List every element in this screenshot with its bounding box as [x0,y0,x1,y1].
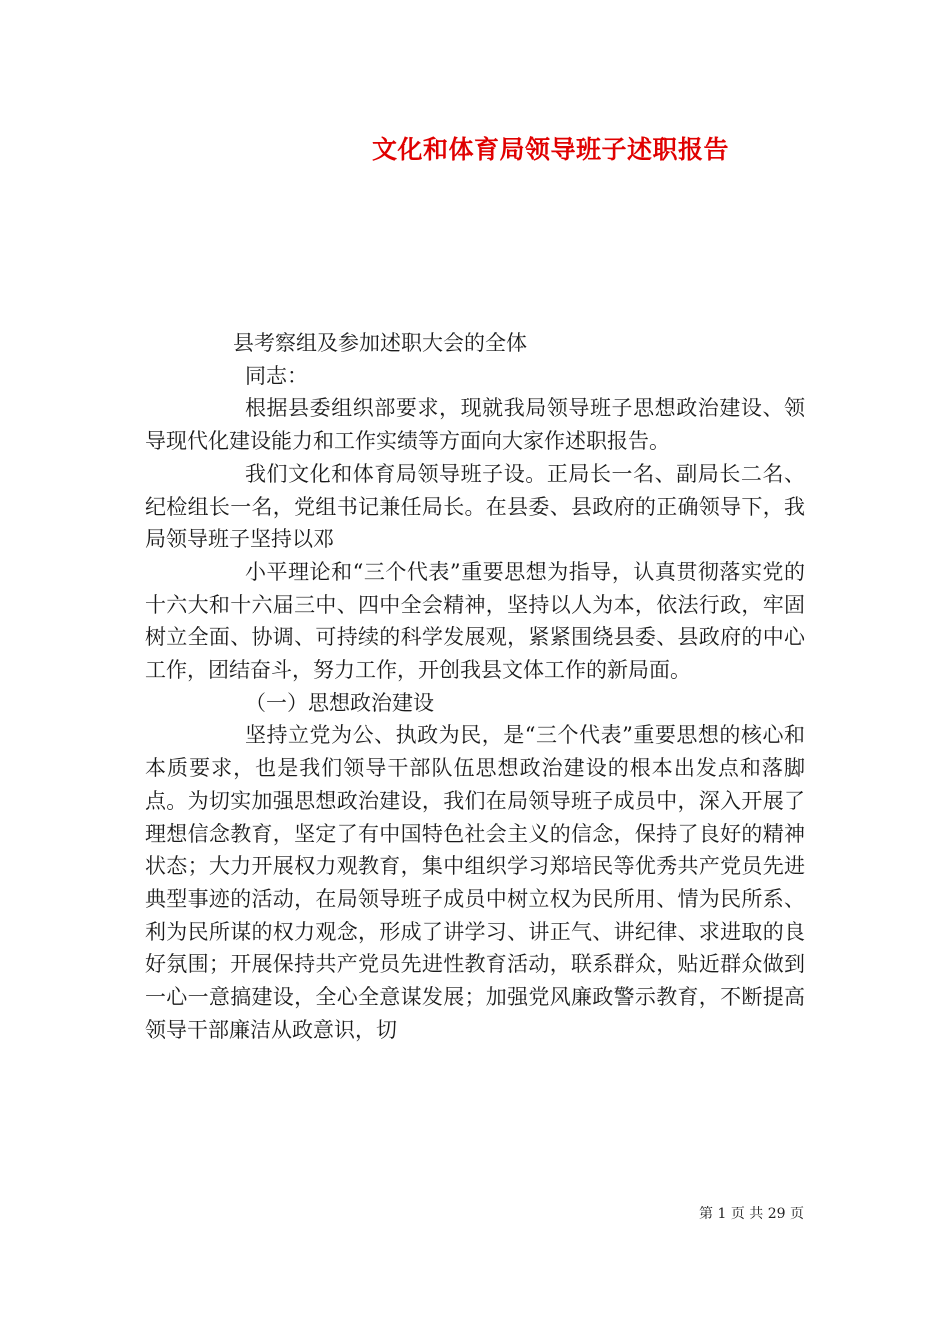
paragraph-team: 我们文化和体育局领导班子设。正局长一名、副局长二名、纪检组长一名，党组书记兼任局长。在县委、县政府的正确领导下，我局领导班子坚持以邓 [145,461,805,552]
document-body [145,327,805,1046]
paragraph-intro: 根据县委组织部要求，现就我局领导班子思想政治建设、领导现代化建设能力和工作实绩等方面向大家作述职报告。 [145,396,805,454]
salutation-line-1: 县考察组及参加述职大会的全体 [233,331,527,355]
salutation-line-2: 同志： [245,363,308,388]
paragraph-guidance: 小平理论和“三个代表”重要思想为指导，认真贯彻落实党的十六大和十六届三中、四中全会精神，坚持以人为本，依法行政，牢固树立全面、协调、可持续的科学发展观，紧紧围绕县委、县政府的中心工作，团结奋斗，努力工作，开创我县文体工作的新局面。 [145,559,805,683]
page-number: 第 1 页 共 29 页 [699,1206,804,1222]
paragraph-political: 坚持立党为公、执政为民，是“三个代表”重要思想的核心和本质要求，也是我们领导干部队伍思想政治建设的根本出发点和落脚点。为切实加强思想政治建设，我们在局领导班子成员中，深入开展了理想信念教育，坚定了有中国特色社会主义的信念，保持了良好的精神状态；大力开展权力观教育，集中组织学习郑培民等优秀共产党员先进典型事迹的活动，在局领导班子成员中树立权为民所用、情为民所系、利为民所谋的权力观念，形成了讲学习、讲正气、讲纪律、求进取的良好氛围；开展保持共产党员先进性教育活动，联系群众，贴近群众做到一心一意搞建设，全心全意谋发展；加强党风廉政警示教育，不断提高领导干部廉洁从政意识，切 [145,723,805,1042]
document-title: 文化和体育局领导班子述职报告 [372,135,730,164]
section-heading: （一）思想政治建设 [245,690,434,715]
